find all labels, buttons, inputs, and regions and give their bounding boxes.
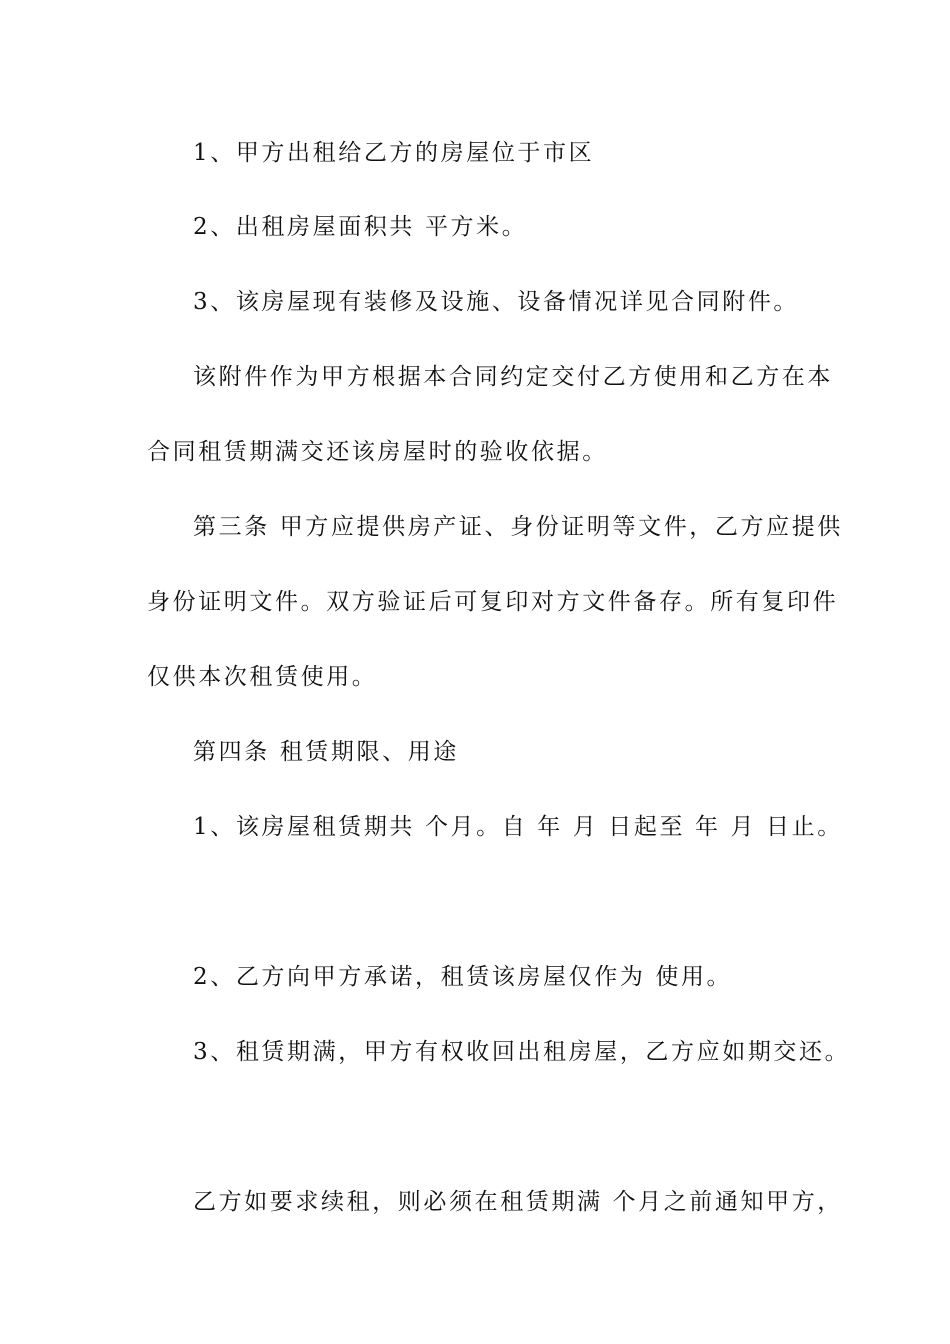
paragraph-line: 1、甲方出租给乙方的房屋位于市区 <box>193 140 595 166</box>
paragraph-line: 2、出租房屋面积共 平方米。 <box>193 214 528 240</box>
section-heading: 第四条 租赁期限、用途 <box>193 739 459 765</box>
paragraph-line: 该附件作为甲方根据本合同约定交付乙方使用和乙方在本 <box>193 364 833 390</box>
paragraph-line: 第三条 甲方应提供房产证、身份证明等文件，乙方应提供 <box>193 514 843 540</box>
paragraph-line: 仅供本次租赁使用。 <box>147 664 378 690</box>
paragraph-line: 身份证明文件。双方验证后可复印对方文件备存。所有复印件 <box>147 589 839 615</box>
paragraph-line: 3、租赁期满，甲方有权收回出租房屋，乙方应如期交还。 <box>193 1039 851 1065</box>
paragraph-line: 1、该房屋租赁期共 个月。自 年 月 日起至 年 月 日止。 <box>193 814 843 840</box>
paragraph-line: 合同租赁期满交还该房屋时的验收依据。 <box>147 439 608 465</box>
paragraph-line: 2、乙方向甲方承诺，租赁该房屋仅作为 使用。 <box>193 964 733 990</box>
paragraph-line: 乙方如要求续租，则必须在租赁期满 个月之前通知甲方， <box>193 1189 843 1215</box>
paragraph-line: 3、该房屋现有装修及设施、设备情况详见合同附件。 <box>193 289 800 315</box>
